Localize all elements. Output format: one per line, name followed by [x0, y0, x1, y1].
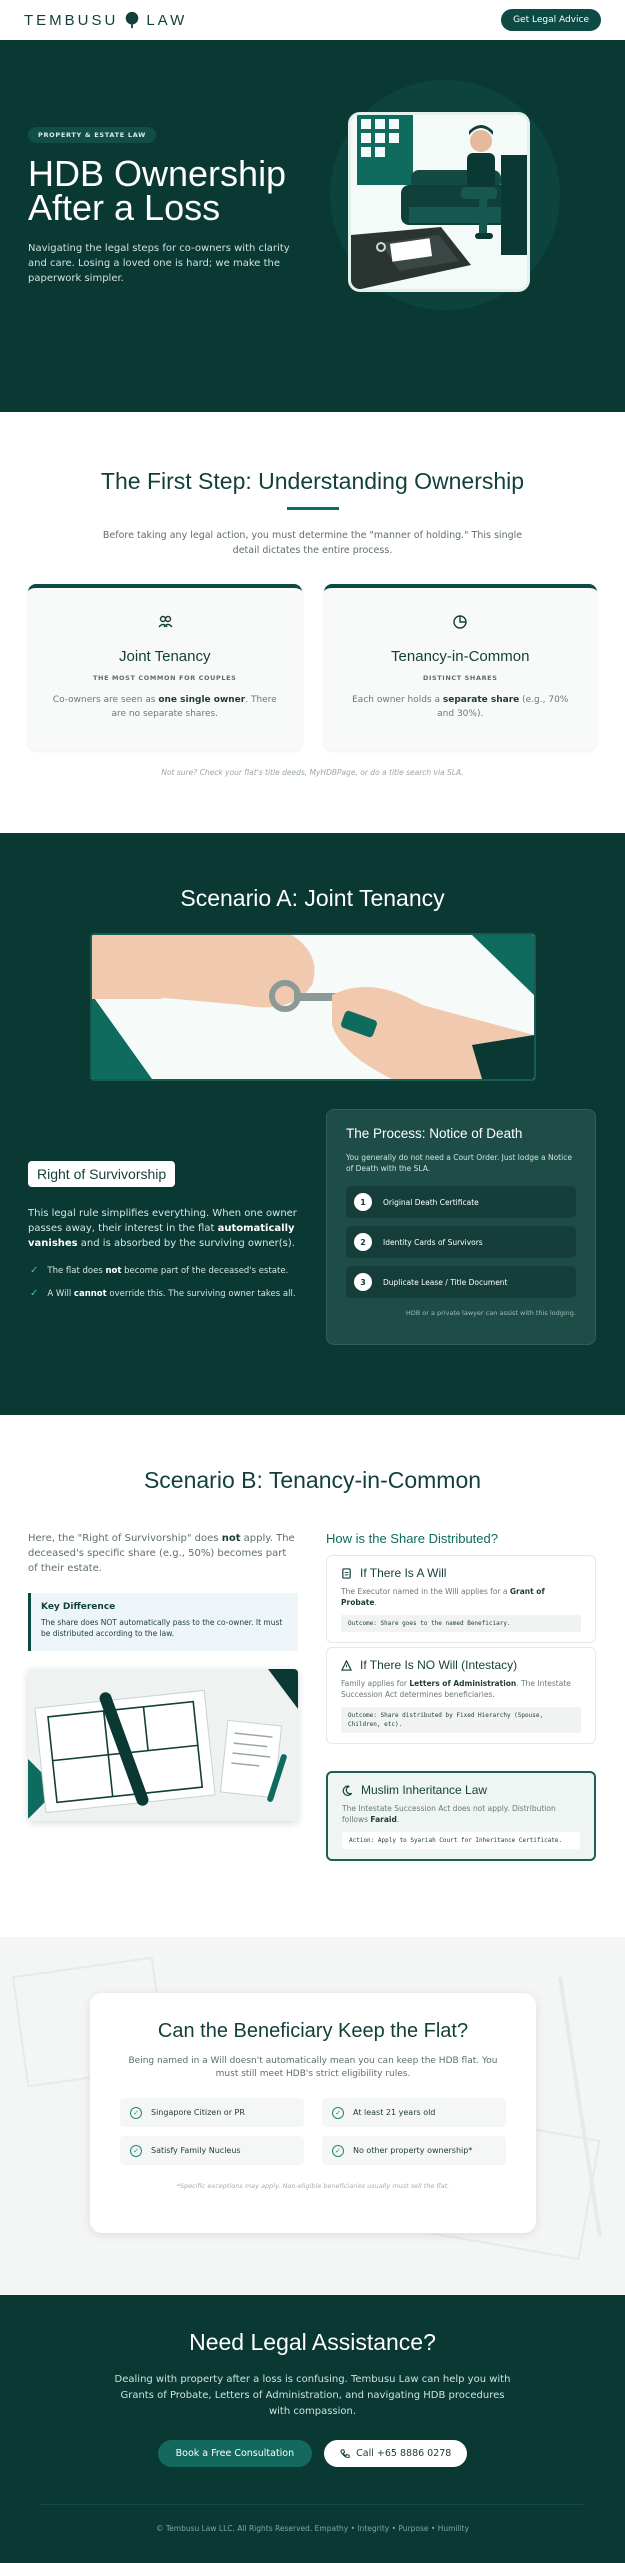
- joint-tenancy-subtitle: THE MOST COMMON FOR COUPLES: [93, 674, 237, 682]
- hero-badge: PROPERTY & ESTATE LAW: [28, 127, 156, 143]
- beneficiary-footnote: *Specific exceptions may apply. Non-eligible beneficiaries usually must sell the flat.: [176, 2182, 450, 2190]
- no-will-card-outcome: Outcome: Share distributed by Fixed Hierarchy (Spouse, Children, etc).: [341, 1707, 581, 1733]
- check-item: ✓ The flat does not become part of the deceased's estate.: [30, 1265, 289, 1276]
- warning-icon: [341, 1660, 352, 1671]
- step-number: 2: [354, 1233, 372, 1251]
- key-difference-box: [28, 1593, 298, 1651]
- will-card: [326, 1555, 596, 1643]
- process-footer: HDB or a private lawyer can assist with this lodging.: [405, 1309, 576, 1317]
- eligibility-item: ✓ Satisfy Family Nucleus: [120, 2136, 304, 2165]
- check-circle-icon: ✓: [130, 2145, 142, 2157]
- check-circle-icon: ✓: [332, 2145, 344, 2157]
- joint-tenancy-desc: Co-owners are seen as one single owner. There are no separate shares.: [52, 695, 277, 719]
- hero-subtitle: Navigating the legal steps for co-owners with clarity and care. Losing a loved one is hard; we make the paperwork simpler.: [28, 243, 290, 284]
- tenancy-in-common-subtitle: DISTINCT SHARES: [422, 674, 498, 682]
- eligibility-item: ✓ At least 21 years old: [322, 2098, 506, 2127]
- logo-text-left: TEMBUSU: [24, 11, 119, 29]
- moon-icon: [342, 1785, 353, 1796]
- will-card-outcome: Outcome: Share goes to the named Beneficiary.: [341, 1615, 581, 1632]
- site-header: [0, 0, 625, 40]
- scenario-a-section: [0, 833, 625, 1415]
- check-circle-icon: ✓: [130, 2107, 142, 2119]
- check-icon: ✓: [30, 1265, 39, 1276]
- process-desc: You generally do not need a Court Order. Just lodge a Notice of Death with the SLA.: [346, 1153, 572, 1173]
- logo-text-right: LAW: [146, 11, 188, 29]
- scenario-a-title: Scenario A: Joint Tenancy: [180, 885, 445, 911]
- will-card-title: If There Is A Will: [360, 1566, 447, 1580]
- survivorship-checks: [30, 1265, 296, 1311]
- cta-title: Need Legal Assistance?: [189, 2329, 436, 2355]
- document-icon: [341, 1568, 352, 1579]
- step-label: Original Death Certificate: [383, 1197, 479, 1207]
- scenario-b-section: [0, 1415, 625, 1937]
- logo[interactable]: [24, 11, 187, 29]
- process-title: The Process: Notice of Death: [346, 1126, 523, 1141]
- check-icon: ✓: [30, 1288, 39, 1299]
- beneficiary-section: [0, 1937, 625, 2295]
- ownership-lead: Before taking any legal action, you must determine the "manner of holding." This single detail dictates the entire process.: [102, 530, 523, 556]
- will-card-text: The Executor named in the Will applies for a Grant of Probate.: [341, 1587, 545, 1607]
- muslim-card-action: Action: Apply to Syariah Court for Inheritance Certificate.: [342, 1832, 580, 1849]
- footer-divider: [40, 2504, 585, 2505]
- notice-of-death-panel: [326, 1109, 596, 1345]
- process-step: [346, 1226, 576, 1258]
- phone-icon: [340, 2449, 350, 2459]
- key-difference-title: Key Difference: [41, 1602, 116, 1612]
- distribution-title: How is the Share Distributed?: [326, 1531, 498, 1546]
- title-underline: [287, 507, 339, 510]
- survivorship-text: This legal rule simplifies everything. When one owner passes away, their interest in the flat automatically vanishes and is absorbed by the surviving owner(s).: [28, 1208, 297, 1249]
- copyright: © Tembusu Law LLC. All Rights Reserved. Empathy • Integrity • Purpose • Humility: [155, 2524, 470, 2533]
- beneficiary-card: [90, 1993, 536, 2233]
- call-button-label: Call +65 8886 0278: [356, 2448, 452, 2459]
- muslim-card-title: Muslim Inheritance Law: [361, 1783, 488, 1797]
- no-will-card-title: If There Is NO Will (Intestacy): [360, 1658, 518, 1672]
- scenario-b-title: Scenario B: Tenancy-in-Common: [143, 1467, 482, 1493]
- call-button[interactable]: [324, 2440, 467, 2467]
- process-step: [346, 1186, 576, 1218]
- eligibility-item: ✓ No other property ownership*: [322, 2136, 506, 2165]
- eligibility-grid: [90, 2098, 536, 2165]
- no-will-card: [326, 1647, 596, 1744]
- muslim-card-text: The Intestate Succession Act does not apply. Distribution follows Faraid.: [342, 1804, 556, 1824]
- pie-chart-icon: [452, 614, 468, 630]
- ownership-section: [0, 412, 625, 833]
- step-label: Duplicate Lease / Title Document: [383, 1277, 508, 1287]
- get-legal-advice-button[interactable]: Get Legal Advice: [501, 9, 601, 31]
- cta-text: Dealing with property after a loss is confusing. Tembusu Law can help you with Grants of Probate, Letters of Administration, and navigating HDB procedures with compassion.: [114, 2374, 511, 2417]
- hero-title: HDB Ownership After a Loss: [28, 153, 287, 228]
- ownership-note: Not sure? Check your flat's title deeds, MyHDBPage, or do a title search via SLA.: [161, 768, 464, 777]
- joint-tenancy-card: [28, 584, 302, 750]
- users-icon: [157, 614, 173, 630]
- step-label: Identity Cards of Survivors: [383, 1237, 483, 1247]
- ownership-title: The First Step: Understanding Ownership: [100, 468, 525, 494]
- step-number: 3: [354, 1273, 372, 1291]
- hero-illustration: [348, 112, 530, 292]
- joint-tenancy-title: Joint Tenancy: [119, 648, 211, 665]
- book-consultation-button[interactable]: Book a Free Consultation: [158, 2440, 313, 2467]
- tenancy-in-common-card: [324, 584, 598, 750]
- muslim-inheritance-card: [326, 1771, 596, 1861]
- key-difference-text: The share does NOT automatically pass to the co-owner. It must be distributed according to the law.: [41, 1618, 283, 1638]
- floor-plan-documents-illustration: [28, 1669, 298, 1821]
- hands-key-illustration: [92, 935, 534, 1079]
- process-step: [346, 1266, 576, 1298]
- step-number: 1: [354, 1193, 372, 1211]
- tenancy-in-common-desc: Each owner holds a separate share (e.g., 70% and 30%).: [352, 695, 569, 719]
- check-item: ✓ A Will cannot override this. The surviving owner takes all.: [30, 1288, 296, 1299]
- beneficiary-lead: Being named in a Will doesn't automatically mean you can keep the HDB flat. You must still meet HDB's strict eligibility rules.: [128, 2056, 498, 2079]
- key-handover-illustration: [90, 933, 536, 1081]
- beneficiary-title: Can the Beneficiary Keep the Flat?: [157, 2020, 469, 2042]
- hero-section: [0, 40, 625, 412]
- cta-section: [0, 2295, 625, 2563]
- tenancy-in-common-title: Tenancy-in-Common: [391, 648, 530, 665]
- eligibility-item: ✓ Singapore Citizen or PR: [120, 2098, 304, 2127]
- no-will-card-text: Family applies for Letters of Administration. The Intestate Succession Act determines beneficiaries.: [341, 1679, 571, 1699]
- right-of-survivorship-label: Right of Survivorship: [28, 1161, 175, 1187]
- floor-plan-illustration: [28, 1669, 298, 1821]
- scenario-b-text: Here, the "Right of Survivorship" does not apply. The deceased's specific share (e.g., 50%) becomes part of their estate.: [28, 1533, 295, 1574]
- check-circle-icon: ✓: [332, 2107, 344, 2119]
- man-on-sofa-illustration: [351, 115, 527, 289]
- tree-icon: [123, 11, 141, 29]
